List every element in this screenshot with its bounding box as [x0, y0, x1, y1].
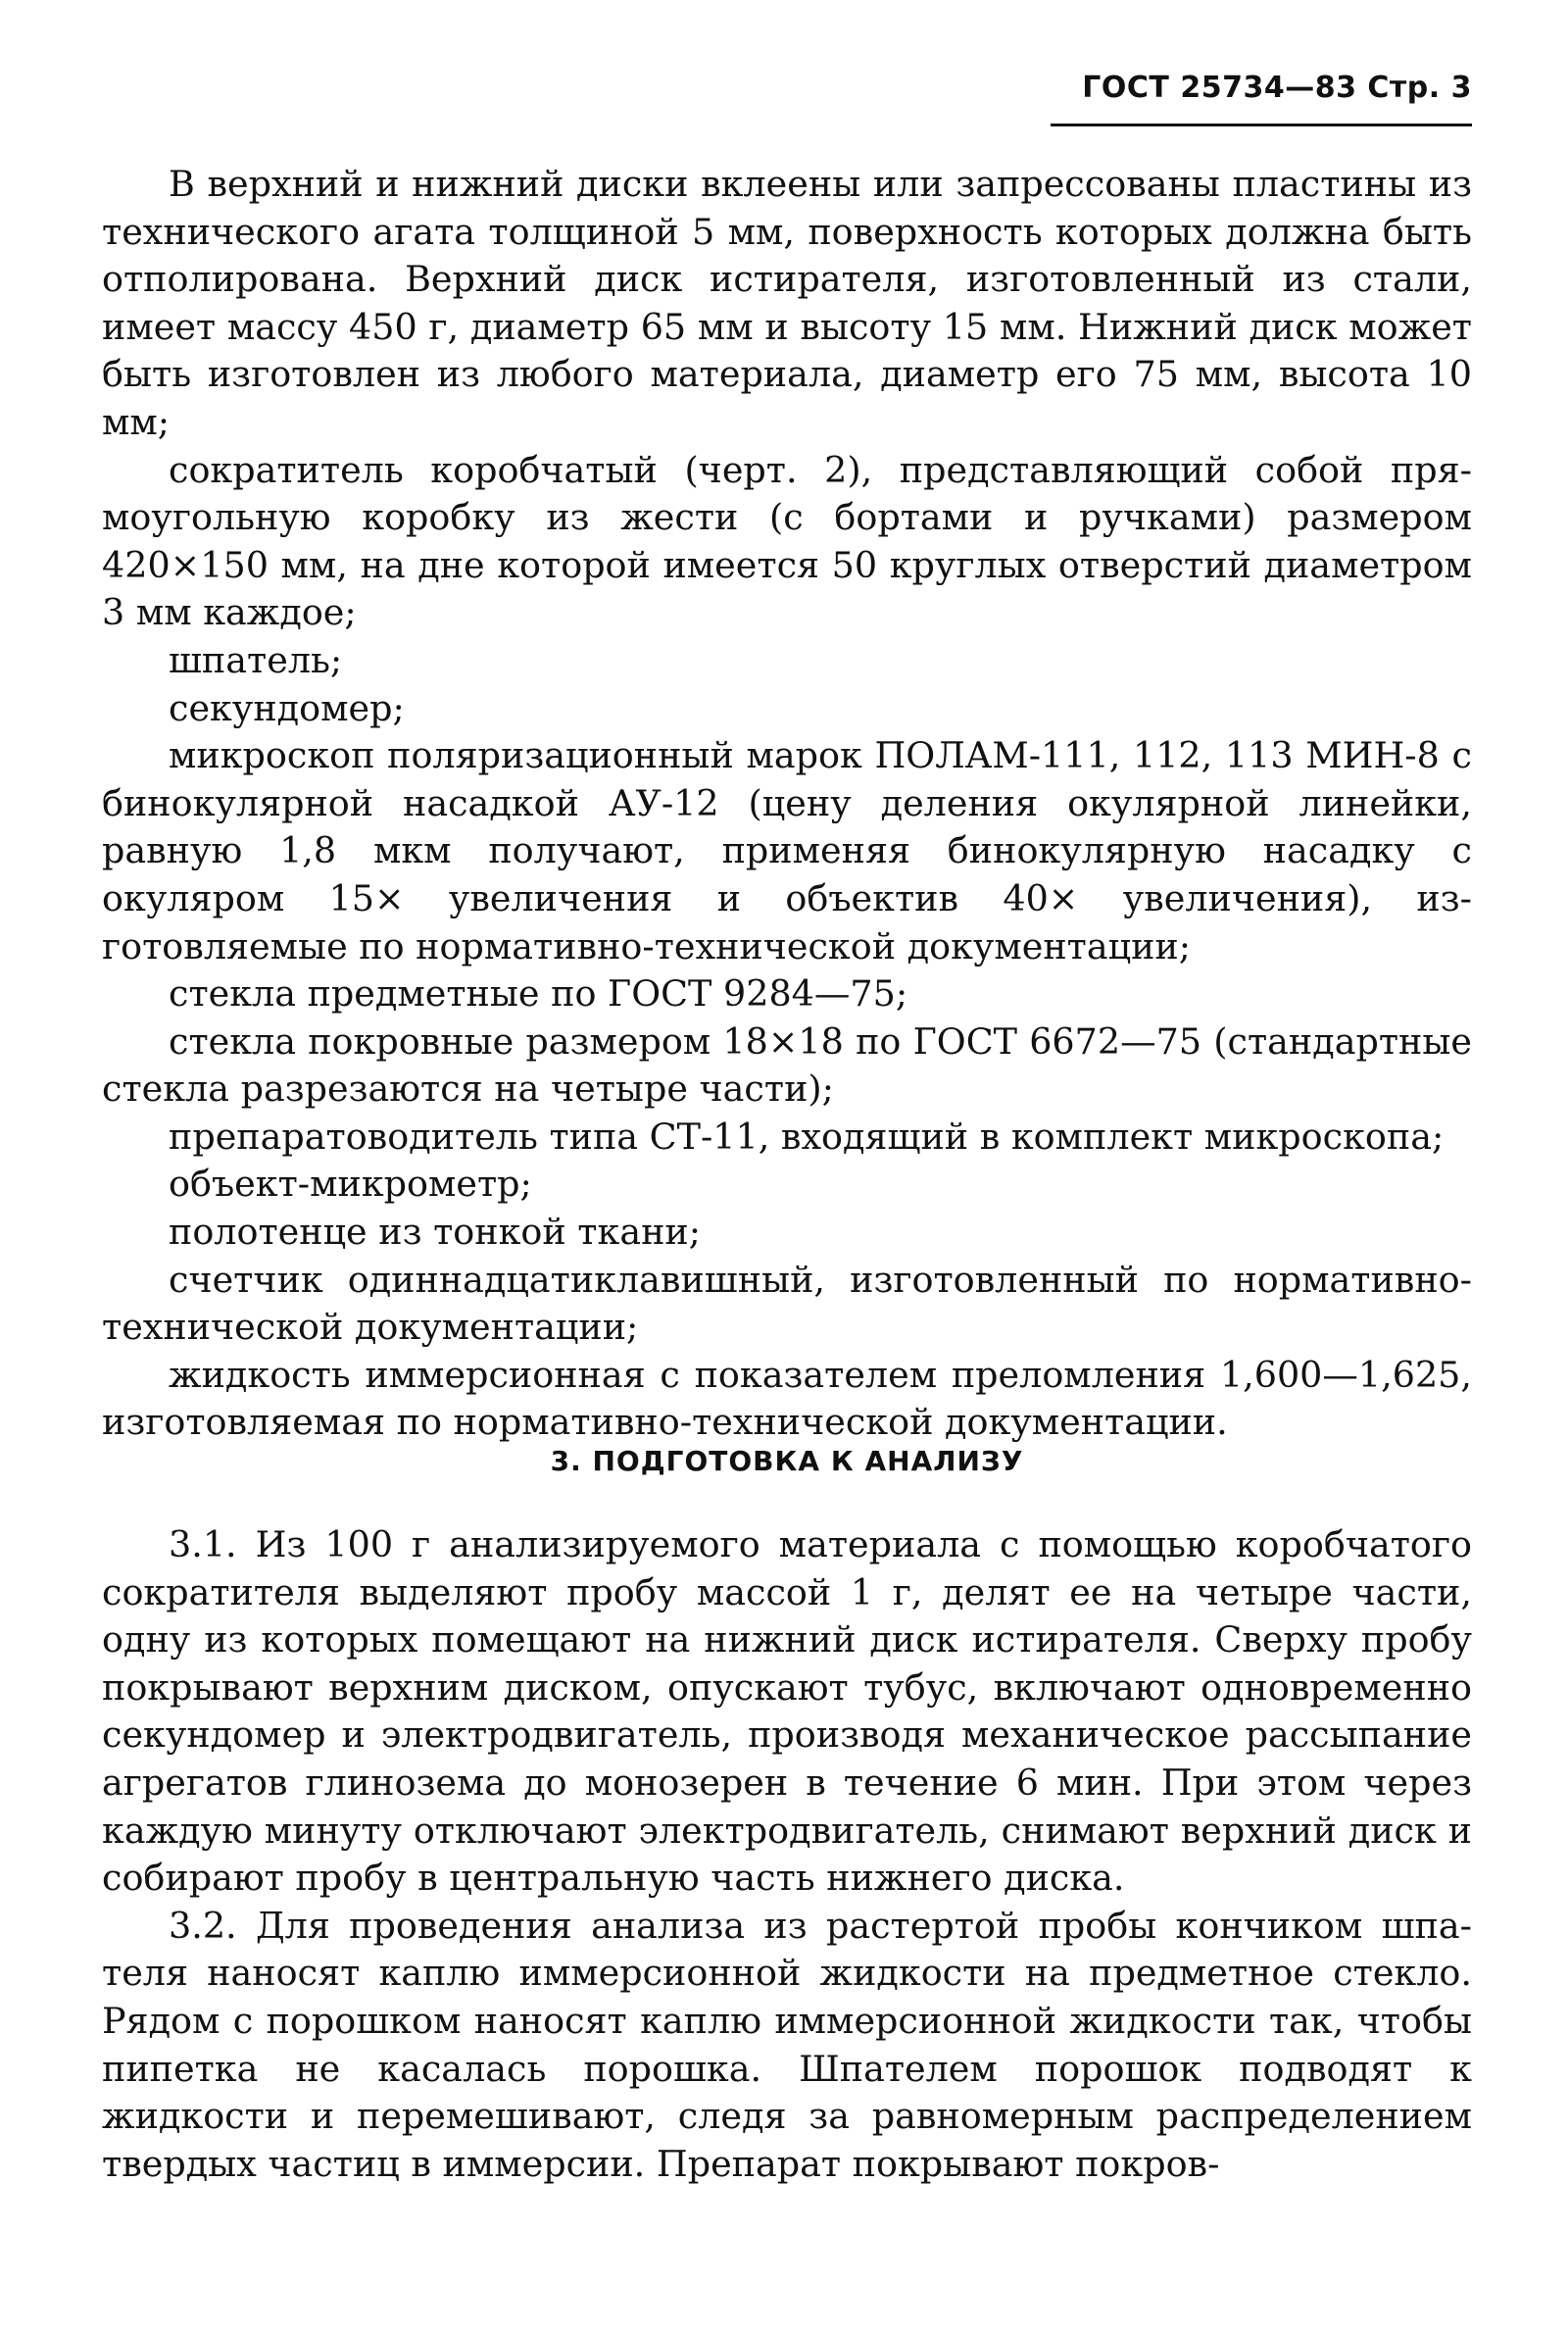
list-item: объект-микрометр;: [169, 1163, 532, 1206]
header-rule: [1051, 124, 1472, 126]
list-item: полотенце из тонкой ткани;: [169, 1211, 702, 1254]
list-item: стекла предметные по ГОСТ 9284—75;: [169, 972, 908, 1016]
intro-paragraph: В верхний и нижний диски вклеены или запрессованы пластины из технического агата толщиной 5 мм, поверхность которых должна быть отполирована. Верхний диск истирателя, изготовленный из стали, имеет массу 450 г, диаметр 65 мм и высоту 15 мм. Нижний диск может быть изготовлен из любого материала, диаметр его 75 мм, высота 10 мм;: [102, 163, 1472, 443]
list-item: секундомер;: [169, 686, 405, 729]
list-item: сократитель коробчатый (черт. 2), представляющий собой прямоугольную коробку из жести (с бортами и ручками) размером 420×150 мм, на дне которой имеется 50 круглых отверстий диаметром 3 мм каждое;: [102, 448, 1472, 634]
list-item: счетчик одиннадцатиклавишный, изготовленный по нормативно-технической документации;: [102, 1258, 1472, 1349]
list-item: микроскоп поляризационный марок ПОЛАМ-111, 112, 113 МИН-8 с бинокулярной насадкой АУ-12 (цену деления окулярной линейки, равную 1,8 мкм получают, применяя бинокулярную насадку с окуляром 15× увеличения и объектив 40× увеличения), изготовляемые по нормативно-технической документации;: [102, 734, 1472, 967]
section-title: 3. ПОДГОТОВКА К АНАЛИЗУ: [550, 1445, 1024, 1477]
section-body: [102, 1521, 1472, 2188]
equipment-list: [102, 161, 1472, 1447]
paragraph-3-2: 3.2. Для проведения анализа из растертой пробы кончиком шпателя наносят каплю иммерсионной жидкости на предметное стекло. Рядом с порошком наносят каплю иммерсионной жидкости так, чтобы пипетка не касалась порошка. Шпателем порошок подводят к жидкости и перемешивают, следя за равномерным распределением твердых частиц в иммерсии. Препарат покрывают покров-: [102, 1904, 1472, 2185]
page-header: ГОСТ 25734—83 Стр. 3: [1082, 71, 1472, 105]
list-item: препаратоводитель типа СТ-11, входящий в комплект микроскопа;: [169, 1115, 1445, 1158]
paragraph-3-1: 3.1. Из 100 г анализируемого материала с помощью коробчатого сократителя выделяют пробу массой 1 г, делят ее на четыре части, одну из которых помещают на нижний диск истирателя. Сверху пробу покрывают верхним диском, опускают тубус, включают одновременно секундомер и электродвигатель, производя механическое рассыпание агрегатов глинозема до монозерен в течение 6 мин. При этом через каждую минуту отключают электродвигатель, снимают верхний диск и собирают пробу в центральную часть нижнего диска.: [102, 1523, 1472, 1900]
list-item: шпатель;: [169, 638, 343, 681]
list-item: стекла покровные размером 18×18 по ГОСТ 6672—75 (стандартные стекла разрезаются на четыре части);: [102, 1019, 1472, 1111]
list-item: жидкость иммерсионная с показателем преломления 1,600—1,625, изготовляемая по нормативно-технической документации.: [102, 1353, 1472, 1444]
